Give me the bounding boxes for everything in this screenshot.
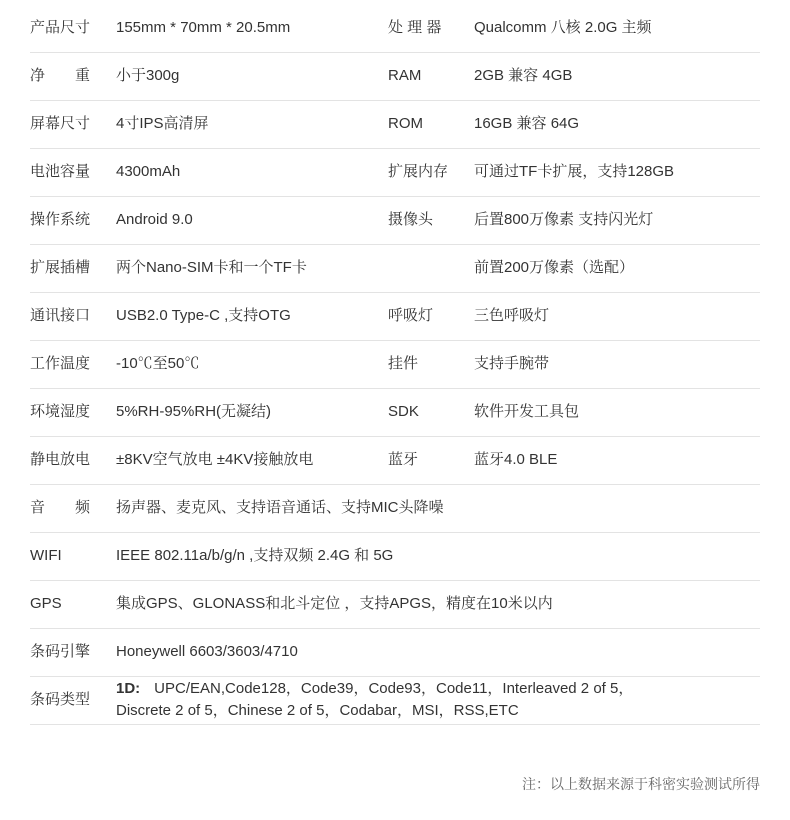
table-row: [30, 100, 760, 148]
table-row: [30, 244, 760, 292]
row-label-screen-size: 屏幕尺寸: [30, 100, 116, 148]
row-label-breathing-light: 呼吸灯: [388, 292, 474, 340]
row-label-sdk: SDK: [388, 388, 474, 436]
table-row: [30, 292, 760, 340]
table-row: [30, 436, 760, 484]
row-label-expansion-slot: 扩展插槽: [30, 244, 116, 292]
row-value-working-temperature: -10℃至50℃: [116, 340, 388, 388]
row-label-product-size: 产品尺寸: [30, 4, 116, 52]
row-value-barcode-engine: Honeywell 6603/3603/4710: [116, 628, 760, 676]
spec-sheet: [0, 4, 790, 820]
row-value-esd: ±8KV空气放电 ±4KV接触放电: [116, 436, 388, 484]
barcode-1d-line2: Discrete 2 of 5，Chinese 2 of 5，Codabar，MSI，RSS,ETC: [116, 702, 519, 719]
row-label-net-weight: 净 重: [30, 52, 116, 100]
row-value-processor: Qualcomm 八核 2.0G 主频: [474, 4, 760, 52]
row-value-rom: 16GB 兼容 64G: [474, 100, 760, 148]
spec-table: [30, 4, 760, 725]
row-label-working-temperature: 工作温度: [30, 340, 116, 388]
row-label-wifi: WIFI: [30, 532, 116, 580]
row-value-expandable-memory: 可通过TF卡扩展，支持128GB: [474, 148, 760, 196]
row-label-os: 操作系统: [30, 196, 116, 244]
row-value-accessory: 支持手腕带: [474, 340, 760, 388]
row-label-processor: 处 理 器: [388, 4, 474, 52]
table-row: [30, 532, 760, 580]
row-label-accessory: 挂件: [388, 340, 474, 388]
row-label-camera: 摄像头: [388, 196, 474, 244]
row-value-front-camera: 前置200万像素（选配）: [474, 244, 760, 292]
row-label-barcode-engine: 条码引擎: [30, 628, 116, 676]
row-label-esd: 静电放电: [30, 436, 116, 484]
spec-table-body: [30, 4, 760, 724]
row-value-breathing-light: 三色呼吸灯: [474, 292, 760, 340]
row-value-wifi: IEEE 802.11a/b/g/n ,支持双频 2.4G 和 5G: [116, 532, 760, 580]
row-value-barcode-type: [116, 676, 760, 724]
row-label-communication-port: 通讯接口: [30, 292, 116, 340]
row-label-front-camera: [388, 244, 474, 292]
row-value-ram: 2GB 兼容 4GB: [474, 52, 760, 100]
row-label-ram: RAM: [388, 52, 474, 100]
barcode-1d-prefix: 1D:: [116, 680, 141, 698]
table-row: [30, 628, 760, 676]
row-value-communication-port: USB2.0 Type-C ,支持OTG: [116, 292, 388, 340]
row-label-expandable-memory: 扩展内存: [388, 148, 474, 196]
table-row: [30, 4, 760, 52]
row-label-humidity: 环境湿度: [30, 388, 116, 436]
table-row: [30, 340, 760, 388]
row-value-camera: 后置800万像素 支持闪光灯: [474, 196, 760, 244]
barcode-1d-line1: UPC/EAN,Code128，Code39，Code93，Code11，Interleaved 2 of 5，: [154, 680, 634, 698]
row-label-barcode-type: 条码类型: [30, 676, 116, 724]
row-value-product-size: 155mm * 70mm * 20.5mm: [116, 4, 388, 52]
row-value-expansion-slot: 两个Nano-SIM卡和一个TF卡: [116, 244, 388, 292]
table-row: [30, 52, 760, 100]
row-value-humidity: 5%RH-95%RH(无凝结): [116, 388, 388, 436]
footnote: 注：以上数据来源于科密实验测试所得: [522, 776, 760, 792]
row-value-battery: 4300mAh: [116, 148, 388, 196]
row-value-os: Android 9.0: [116, 196, 388, 244]
row-label-audio: 音 频: [30, 484, 116, 532]
table-row: [30, 196, 760, 244]
row-value-sdk: 软件开发工具包: [474, 388, 760, 436]
row-value-audio: 扬声器、麦克风、支持语音通话、支持MIC头降噪: [116, 484, 760, 532]
table-row: [30, 580, 760, 628]
table-row: [30, 676, 760, 724]
row-value-bluetooth: 蓝牙4.0 BLE: [474, 436, 760, 484]
row-value-gps: 集成GPS、GLONASS和北斗定位 ，支持APGS，精度在10米以内: [116, 580, 760, 628]
row-label-battery: 电池容量: [30, 148, 116, 196]
row-label-bluetooth: 蓝牙: [388, 436, 474, 484]
row-label-gps: GPS: [30, 580, 116, 628]
table-row: [30, 484, 760, 532]
row-value-screen-size: 4寸IPS高清屏: [116, 100, 388, 148]
row-value-net-weight: 小于300g: [116, 52, 388, 100]
table-row: [30, 388, 760, 436]
row-label-rom: ROM: [388, 100, 474, 148]
table-row: [30, 148, 760, 196]
